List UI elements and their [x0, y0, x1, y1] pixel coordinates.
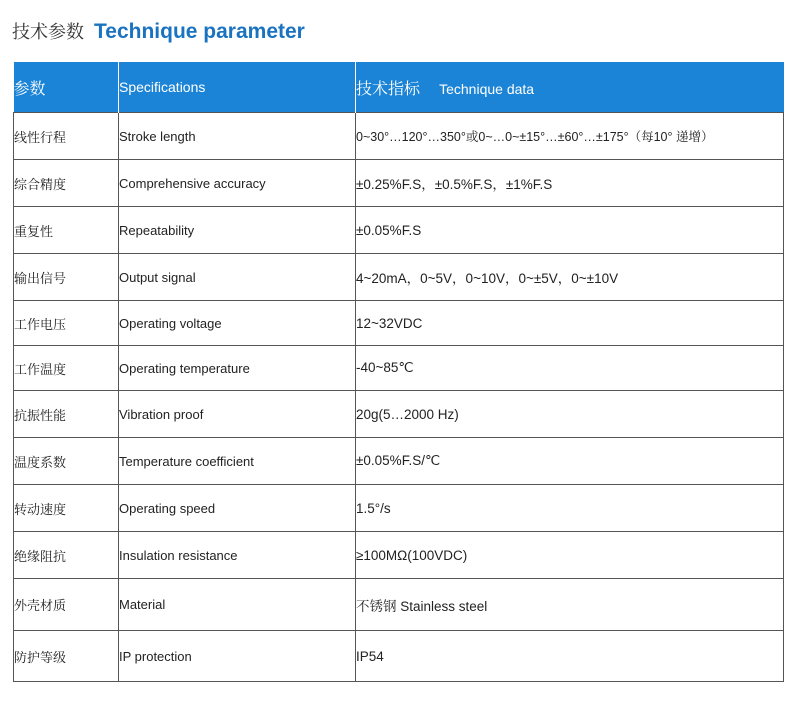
row-value: IP54	[356, 631, 784, 682]
table-row	[14, 301, 784, 346]
header-parameter: 参数	[14, 62, 119, 113]
row-label-cn: 输出信号	[14, 254, 119, 301]
row-label-cn: 综合精度	[14, 160, 119, 207]
row-label-cn: 防护等级	[14, 631, 119, 682]
row-label-cn: 工作电压	[14, 301, 119, 346]
table-row	[14, 391, 784, 438]
row-label-cn: 重复性	[14, 207, 119, 254]
row-label-en: Material	[119, 579, 356, 631]
title-english: Technique parameter	[94, 20, 305, 43]
row-value: 不锈钢 Stainless steel	[356, 579, 784, 631]
row-label-en: IP protection	[119, 631, 356, 682]
row-label-en: Operating voltage	[119, 301, 356, 346]
table-row	[14, 207, 784, 254]
row-label-en: Temperature coefficient	[119, 438, 356, 485]
row-label-cn: 线性行程	[14, 113, 119, 160]
header-specifications: Specifications	[119, 62, 356, 113]
row-label-cn: 绝缘阻抗	[14, 532, 119, 579]
row-label-en: Comprehensive accuracy	[119, 160, 356, 207]
row-value: 0~30°…120°…350°或0~…0~±15°…±60°…±175°（每10° 递增）	[356, 113, 784, 160]
row-value: ±0.05%F.S/℃	[356, 438, 784, 485]
row-value: 20g(5…2000 Hz)	[356, 391, 784, 438]
table-row	[14, 113, 784, 160]
table-row	[14, 346, 784, 391]
row-label-en: Operating temperature	[119, 346, 356, 391]
row-label-en: Vibration proof	[119, 391, 356, 438]
row-label-en: Operating speed	[119, 485, 356, 532]
row-label-cn: 工作温度	[14, 346, 119, 391]
header-technique-data	[356, 62, 784, 113]
header-technique-data-en: Technique data	[439, 80, 535, 97]
table-row	[14, 579, 784, 631]
row-value: 4~20mA，0~5V，0~10V，0~±5V，0~±10V	[356, 254, 784, 301]
row-label-en: Insulation resistance	[119, 532, 356, 579]
row-label-cn: 外壳材质	[14, 579, 119, 631]
table-row	[14, 160, 784, 207]
row-label-cn: 抗振性能	[14, 391, 119, 438]
table-row	[14, 532, 784, 579]
table-header-row	[14, 62, 784, 113]
row-value: ±0.25%F.S，±0.5%F.S，±1%F.S	[356, 160, 784, 207]
row-label-cn: 温度系数	[14, 438, 119, 485]
row-label-en: Stroke length	[119, 113, 356, 160]
row-label-cn: 转动速度	[14, 485, 119, 532]
parameter-table	[13, 62, 784, 682]
row-value: 12~32VDC	[356, 301, 784, 346]
row-value: -40~85℃	[356, 346, 784, 391]
row-value: ±0.05%F.S	[356, 207, 784, 254]
title-chinese: 技术参数	[12, 22, 84, 43]
page-title	[12, 18, 305, 52]
row-value: ≥100MΩ(100VDC)	[356, 532, 784, 579]
row-label-en: Repeatability	[119, 207, 356, 254]
table-row	[14, 631, 784, 682]
table-row	[14, 438, 784, 485]
table-row	[14, 254, 784, 301]
table-row	[14, 485, 784, 532]
row-value: 1.5°/s	[356, 485, 784, 532]
header-technique-data-cn: 技术指标	[356, 78, 421, 98]
row-label-en: Output signal	[119, 254, 356, 301]
